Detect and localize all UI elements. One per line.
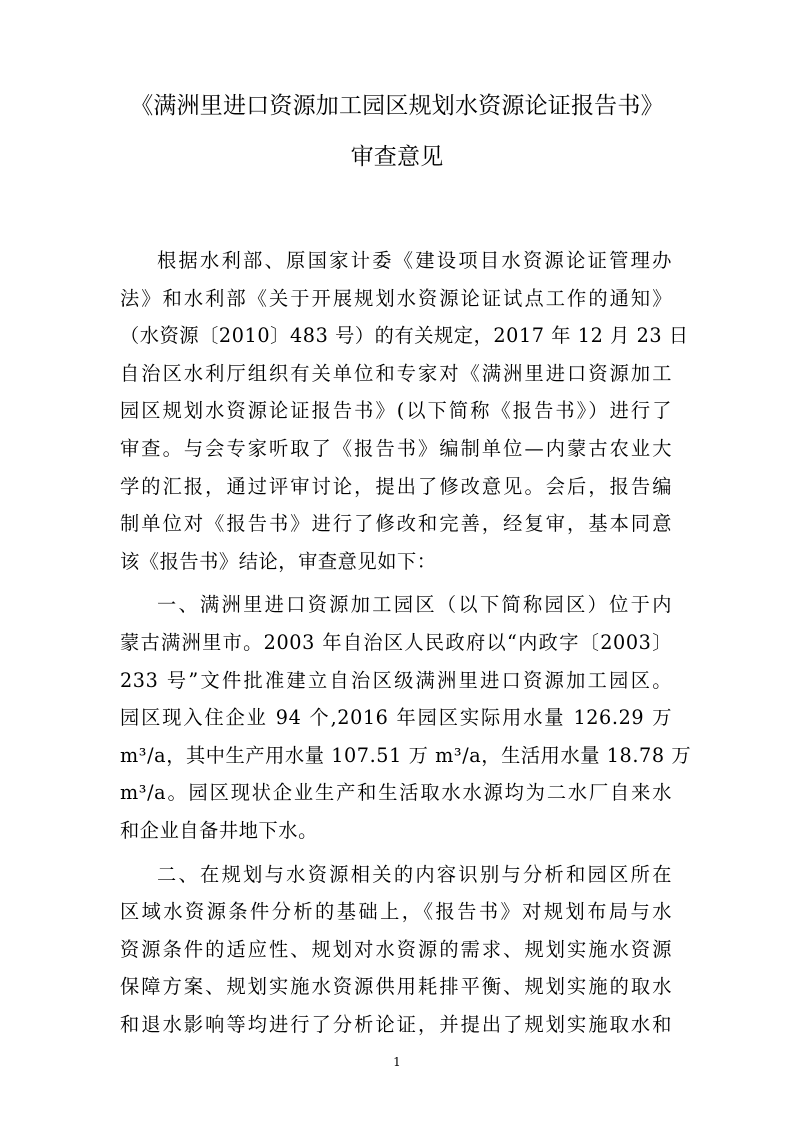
body-line: 保障方案、规划实施水资源供用耗排平衡、规划实施的取水 bbox=[120, 975, 672, 999]
body-line: m³/a。园区现状企业生产和生活取水水源均为二水厂自来水 bbox=[120, 781, 672, 805]
body-line: 制单位对《报告书》进行了修改和完善，经复审，基本同意 bbox=[120, 512, 672, 536]
body-line: 根据水利部、原国家计委《建设项目水资源论证管理办 bbox=[157, 249, 672, 272]
document-subtitle: 审查意见 bbox=[350, 144, 444, 170]
body-line: 法》和水利部《关于开展规划水资源论证试点工作的通知》 bbox=[120, 286, 672, 310]
body-line: 二、在规划与水资源相关的内容识别与分析和园区所在 bbox=[157, 862, 672, 886]
body-line: 园区现入住企业 94 个,2016 年园区实际用水量 126.29 万 bbox=[120, 706, 672, 730]
body-line: m³/a，其中生产用水量 107.51 万 m³/a，生活用水量 18.78 万 bbox=[120, 743, 692, 767]
body-line: 蒙古满洲里市。2003 年自治区人民政府以“内政字〔2003〕 bbox=[120, 631, 672, 654]
body-line: 资源条件的适应性、规划对水资源的需求、规划实施水资源 bbox=[120, 937, 672, 961]
body-line: 233 号”文件批准建立自治区级满洲里进口资源加工园区。 bbox=[120, 668, 672, 692]
body-line: 和企业自备井地下水。 bbox=[120, 819, 318, 842]
document-title: 《满洲里进口资源加工园区规划水资源论证报告书》 bbox=[130, 93, 664, 119]
body-line: 区域水资源条件分析的基础上，《报告书》对规划布局与水 bbox=[120, 900, 672, 924]
body-line: 和退水影响等均进行了分析论证，并提出了规划实施取水和 bbox=[120, 1013, 672, 1036]
body-line: 该《报告书》结论，审查意见如下： bbox=[120, 549, 437, 573]
body-line: 园区规划水资源论证报告书》(以下简称《报告书》）进行了 bbox=[120, 399, 672, 423]
page-number: 1 bbox=[393, 1055, 401, 1069]
body-line: （水资源〔2010〕483 号）的有关规定，2017 年 12 月 23 日 bbox=[120, 324, 689, 348]
body-line: 学的汇报，通过评审讨论，提出了修改意见。会后，报告编 bbox=[120, 474, 672, 498]
body-line: 审查。与会专家听取了《报告书》编制单位—内蒙古农业大 bbox=[120, 437, 672, 460]
body-line: 一、满洲里进口资源加工园区（以下简称园区）位于内 bbox=[157, 593, 672, 617]
body-line: 自治区水利厅组织有关单位和专家对《满洲里进口资源加工 bbox=[120, 361, 672, 385]
